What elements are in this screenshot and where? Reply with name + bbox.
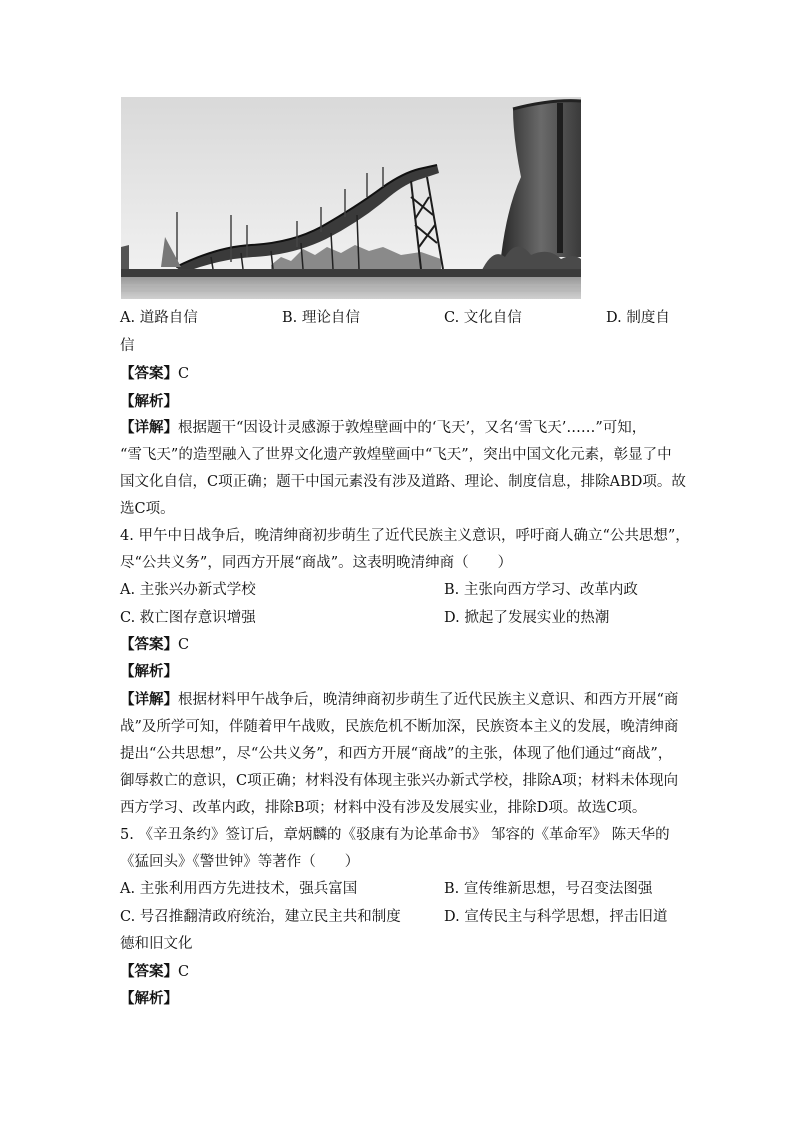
q4-stem-line-1: 4. 甲午中日战争后，晚清绅商初步萌生了近代民族主义意识，呼吁商人确立“公共思想”， bbox=[120, 528, 690, 544]
q4-stem-line-2: 尽“公共义务”，同西方开展“商战”。这表明晚清绅商（ ） bbox=[120, 555, 513, 571]
option-letter: C. bbox=[120, 610, 136, 626]
q4-answer bbox=[120, 635, 189, 655]
q4-analysis-label: 【解析】 bbox=[120, 663, 178, 680]
ski-jump-photo bbox=[121, 97, 581, 299]
option-letter: D. bbox=[444, 610, 460, 626]
q4-detail-line-1 bbox=[120, 690, 678, 710]
q3-detail-line-4: 选C项。 bbox=[120, 501, 175, 517]
q5-option-d bbox=[444, 907, 667, 927]
q3-detail-line-2: “雪飞天”的造型融入了世界文化遗产敦煌壁画中“飞天”，突出中国文化元素，彰显了中 bbox=[120, 447, 672, 463]
q4-option-d bbox=[444, 608, 609, 628]
q5-option-c bbox=[120, 907, 401, 927]
answer-label: 【答案】 bbox=[120, 636, 178, 653]
option-letter: B. bbox=[282, 310, 298, 326]
q3-option-d-wrap: 信 bbox=[120, 338, 135, 354]
option-letter: A. bbox=[120, 881, 136, 897]
q3-analysis-label: 【解析】 bbox=[120, 393, 178, 410]
option-letter: C. bbox=[120, 909, 136, 925]
q3-detail-line-1 bbox=[120, 418, 646, 438]
q3-option-d bbox=[606, 308, 670, 328]
answer-value: C bbox=[178, 964, 190, 980]
option-letter: B. bbox=[444, 582, 460, 598]
q3-option-a bbox=[120, 308, 198, 328]
q4-detail-line-4: 御辱救亡的意识，C项正确；材料没有体现主张兴办新式学校，排除A项；材料未体现向 bbox=[120, 773, 679, 789]
option-letter: B. bbox=[444, 881, 460, 897]
q3-option-c bbox=[444, 308, 522, 328]
q5-option-a bbox=[120, 879, 357, 899]
option-text: 宣传民主与科学思想，抨击旧道 bbox=[464, 909, 668, 925]
option-text: 掀起了发展实业的热潮 bbox=[464, 610, 610, 626]
q3-detail-line-3: 国文化自信，C项正确；题干中国元素没有涉及道路、理论、制度信息，排除ABD项。故 bbox=[120, 474, 686, 490]
q4-detail-line-3: 提出“公共思想”，尽“公共义务”，和西方开展“商战”的主张，体现了他们通过“商战”， bbox=[120, 746, 673, 762]
q5-option-b bbox=[444, 879, 652, 899]
q4-detail-line-5: 西方学习、改革内政，排除B项；材料中没有涉及发展实业，排除D项。故选C项。 bbox=[120, 800, 647, 816]
option-text: 理论自信 bbox=[301, 310, 360, 326]
q5-stem-line-2: 《猛回头》《警世钟》等著作（ ） bbox=[120, 854, 360, 870]
option-text: 救亡图存意识增强 bbox=[139, 610, 256, 626]
q4-option-c bbox=[120, 608, 256, 628]
q5-stem-line-1: 5. 《辛丑条约》签订后，章炳麟的《驳康有为论革命书》 邹容的《革命军》 陈天华的 bbox=[120, 827, 670, 843]
option-letter: A. bbox=[120, 582, 136, 598]
option-text: 主张利用西方先进技术，强兵富国 bbox=[139, 881, 358, 897]
q4-detail-line-2: 战”及所学可知，伴随着甲午战败，民族危机不断加深，民族资本主义的发展，晚清绅商 bbox=[120, 719, 679, 735]
option-text: 号召推翻清政府统治，建立民主共和制度 bbox=[139, 909, 401, 925]
answer-label: 【答案】 bbox=[120, 365, 178, 382]
detail-label: 【详解】 bbox=[120, 419, 178, 436]
option-text: 主张兴办新式学校 bbox=[139, 582, 256, 598]
detail-label: 【详解】 bbox=[120, 691, 178, 708]
answer-value: C bbox=[178, 366, 190, 382]
q3-option-b bbox=[282, 308, 360, 328]
answer-value: C bbox=[178, 637, 190, 653]
q5-option-d-wrap: 德和旧文化 bbox=[120, 936, 193, 952]
option-text: 文化自信 bbox=[463, 310, 522, 326]
option-letter: D. bbox=[444, 909, 460, 925]
q3-answer bbox=[120, 364, 189, 384]
option-text: 道路自信 bbox=[139, 310, 198, 326]
option-text: 主张向西方学习、改革内政 bbox=[463, 582, 638, 598]
option-letter: C. bbox=[444, 310, 460, 326]
ski-jump-illustration bbox=[121, 97, 581, 299]
option-letter: A. bbox=[120, 310, 136, 326]
q5-answer bbox=[120, 962, 189, 982]
detail-text: 根据题干“因设计灵感源于敦煌壁画中的‘飞天’，又名‘雪飞天’……”可知， bbox=[178, 420, 647, 436]
q4-option-b bbox=[444, 580, 638, 600]
option-text: 宣传维新思想，号召变法图强 bbox=[463, 881, 653, 897]
q4-option-a bbox=[120, 580, 256, 600]
option-letter: D. bbox=[606, 310, 622, 326]
detail-text: 根据材料甲午战争后，晚清绅商初步萌生了近代民族主义意识、和西方开展“商 bbox=[178, 692, 679, 708]
q5-analysis-label: 【解析】 bbox=[120, 990, 178, 1007]
answer-label: 【答案】 bbox=[120, 963, 178, 980]
option-text: 制度自 bbox=[626, 310, 670, 326]
